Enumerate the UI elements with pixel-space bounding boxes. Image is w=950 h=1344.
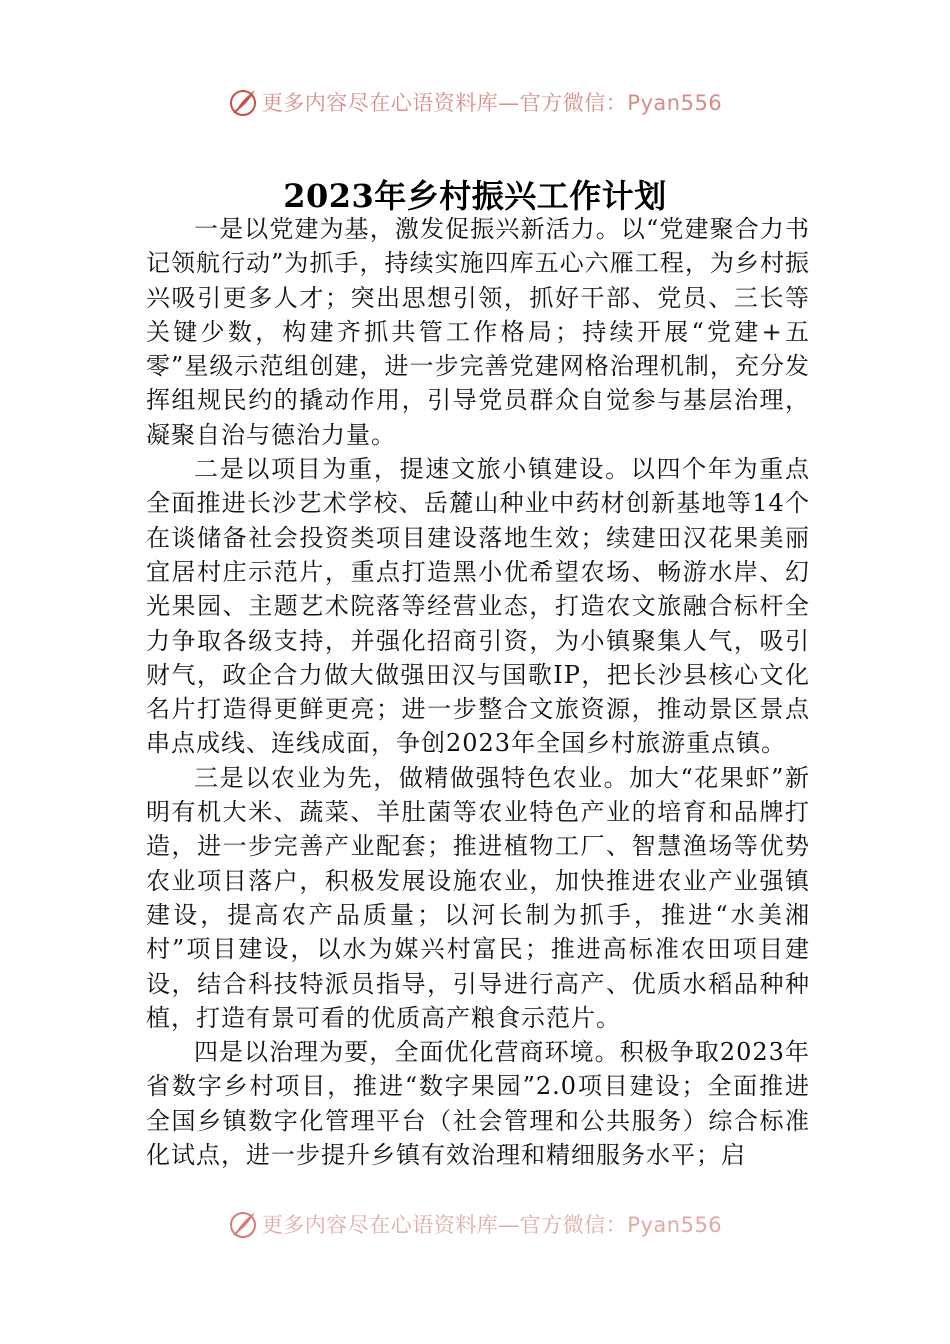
quill-logo-icon [228, 87, 258, 117]
paragraph-1: 一是以党建为基，激发促振兴新活力。以“党建聚合力书记领航行动”为抓手，持续实施四库五心六雁工程，为乡村振兴吸引更多人才；突出思想引领，抓好干部、党员、三长等关键少数，构建齐抓共管工作格局；持续开展“党建+五零”星级示范组创建，进一步完善党建网格治理机制，充分发挥组规民约的撬动作用，引导党员群众自觉参与基层治理，凝聚自治与德治力量。 [146, 215, 810, 449]
document-body [146, 212, 810, 1220]
paragraph-3: 三是以农业为先，做精做强特色农业。加大“花果虾”新明有机大米、蔬菜、羊肚菌等农业特色产业的培育和品牌打造，进一步完善产业配套；推进植物工厂、智慧渔场等优势农业项目落户，积极发展设施农业，加快推进农业产业强镇建设，提高农产品质量；以河长制为抓手，推进“水美湘村”项目建设，以水为媒兴村富民；推进高标准农田项目建设，结合科技特派员指导，引导进行高产、优质水稻品种种植，打造有景可看的优质高产粮食示范片。 [146, 763, 810, 1032]
paragraph-2: 二是以项目为重，提速文旅小镇建设。以四个年为重点全面推进长沙艺术学校、岳麓山种业中药材创新基地等14个在谈储备社会投资类项目建设落地生效；续建田汉花果美丽宜居村庄示范片，重点打造黑小优希望农场、畅游水岸、幻光果园、主题艺术院落等经营业态，打造农文旅融合标杆全力争取各级支持，并强化招商引资，为小镇聚集人气，吸引财气，政企合力做大做强田汉与国歌IP，把长沙县核心文化名片打造得更鲜更亮；进一步整合文旅资源，推动景区景点串点成线、连线成面，争创2023年全国乡村旅游重点镇。 [146, 455, 810, 758]
watermark-text: 更多内容尽在心语资料库—官方微信：Pyan556 [261, 91, 723, 115]
watermark-text: 更多内容尽在心语资料库—官方微信：Pyan556 [261, 1213, 723, 1237]
watermark-footer [0, 1204, 950, 1244]
document-title: 2023年乡村振兴工作计划 [283, 177, 667, 216]
quill-logo-icon [228, 1209, 258, 1239]
watermark-header [0, 82, 950, 122]
paragraph-4: 四是以治理为要，全面优化营商环境。积极争取2023年省数字乡村项目，推进“数字果园”2.0项目建设；全面推进全国乡镇数字化管理平台（社会管理和公共服务）综合标准化试点，进一步提升乡镇有效治理和精细服务水平；启 [146, 1038, 810, 1170]
